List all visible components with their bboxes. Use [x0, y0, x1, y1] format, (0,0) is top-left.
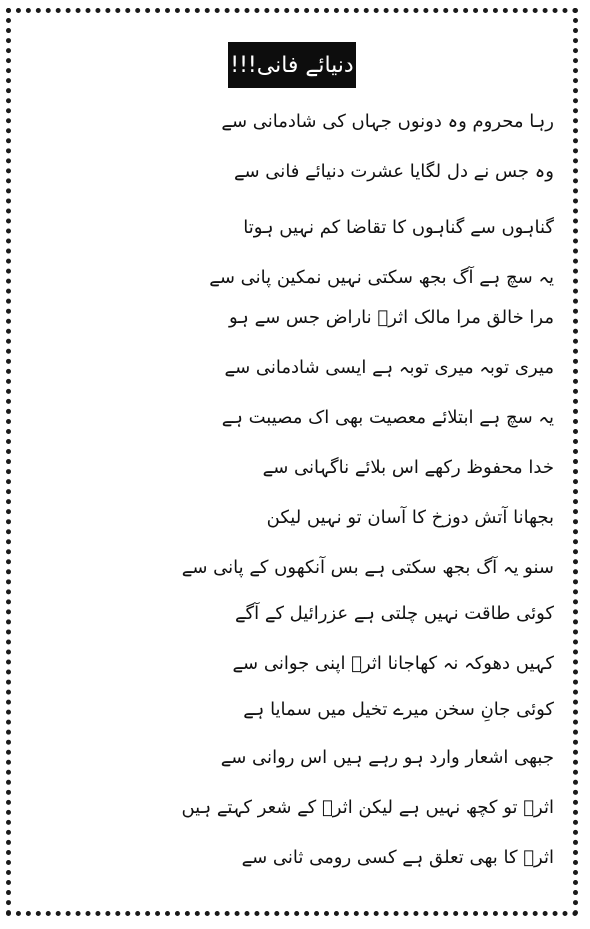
poem-line: کوئی طاقت نہیں چلتی ہے عزرائیل کے آگے	[235, 603, 554, 624]
poem-line: مرا خالق مرا مالک اثرؔ ناراض جس سے ہو	[229, 307, 554, 328]
poem-line: سنو یہ آگ بجھ سکتی ہے بس آنکھوں کے پانی سے	[181, 557, 554, 578]
poem-line: کہیں دھوکہ نہ کھاجانا اثرؔ اپنی جوانی سے	[232, 653, 554, 674]
poem-line: میری توبہ میری توبہ ہے ایسی شادمانی سے	[224, 357, 554, 378]
poem-line: اثرؔ تو کچھ نہیں ہے لیکن اثرؔ کے شعر کہتے ہیں	[181, 797, 554, 818]
poem-line: گناہوں سے گناہوں کا تقاضا کم نہیں ہوتا	[243, 217, 554, 238]
poem-line: رہا محروم وہ دونوں جہاں کی شادمانی سے	[221, 111, 554, 132]
poem-line: اثرؔ کا بھی تعلق ہے کسی رومی ثانی سے	[241, 847, 554, 868]
poem-line: خدا محفوظ رکھے اس بلائے ناگہانی سے	[262, 457, 554, 478]
poem-line: کوئی جانِ سخن میرے تخیل میں سمایا ہے	[243, 699, 554, 720]
poem-line: جبھی اشعار وارد ہو رہے ہیں اس روانی سے	[220, 747, 554, 768]
poem-line: وہ جس نے دل لگایا عشرت دنیائے فانی سے	[233, 161, 554, 182]
poem-line: یہ سچ ہے آگ بجھ سکتی نہیں نمکین پانی سے	[209, 267, 554, 288]
poem-line: یہ سچ ہے ابتلائے معصیت بھی اک مصیبت ہے	[221, 407, 554, 428]
poem-line: بجھانا آتش دوزخ کا آسان تو نہیں لیکن	[266, 507, 554, 528]
poem-title: دنیائے فانی!!!	[228, 42, 356, 88]
